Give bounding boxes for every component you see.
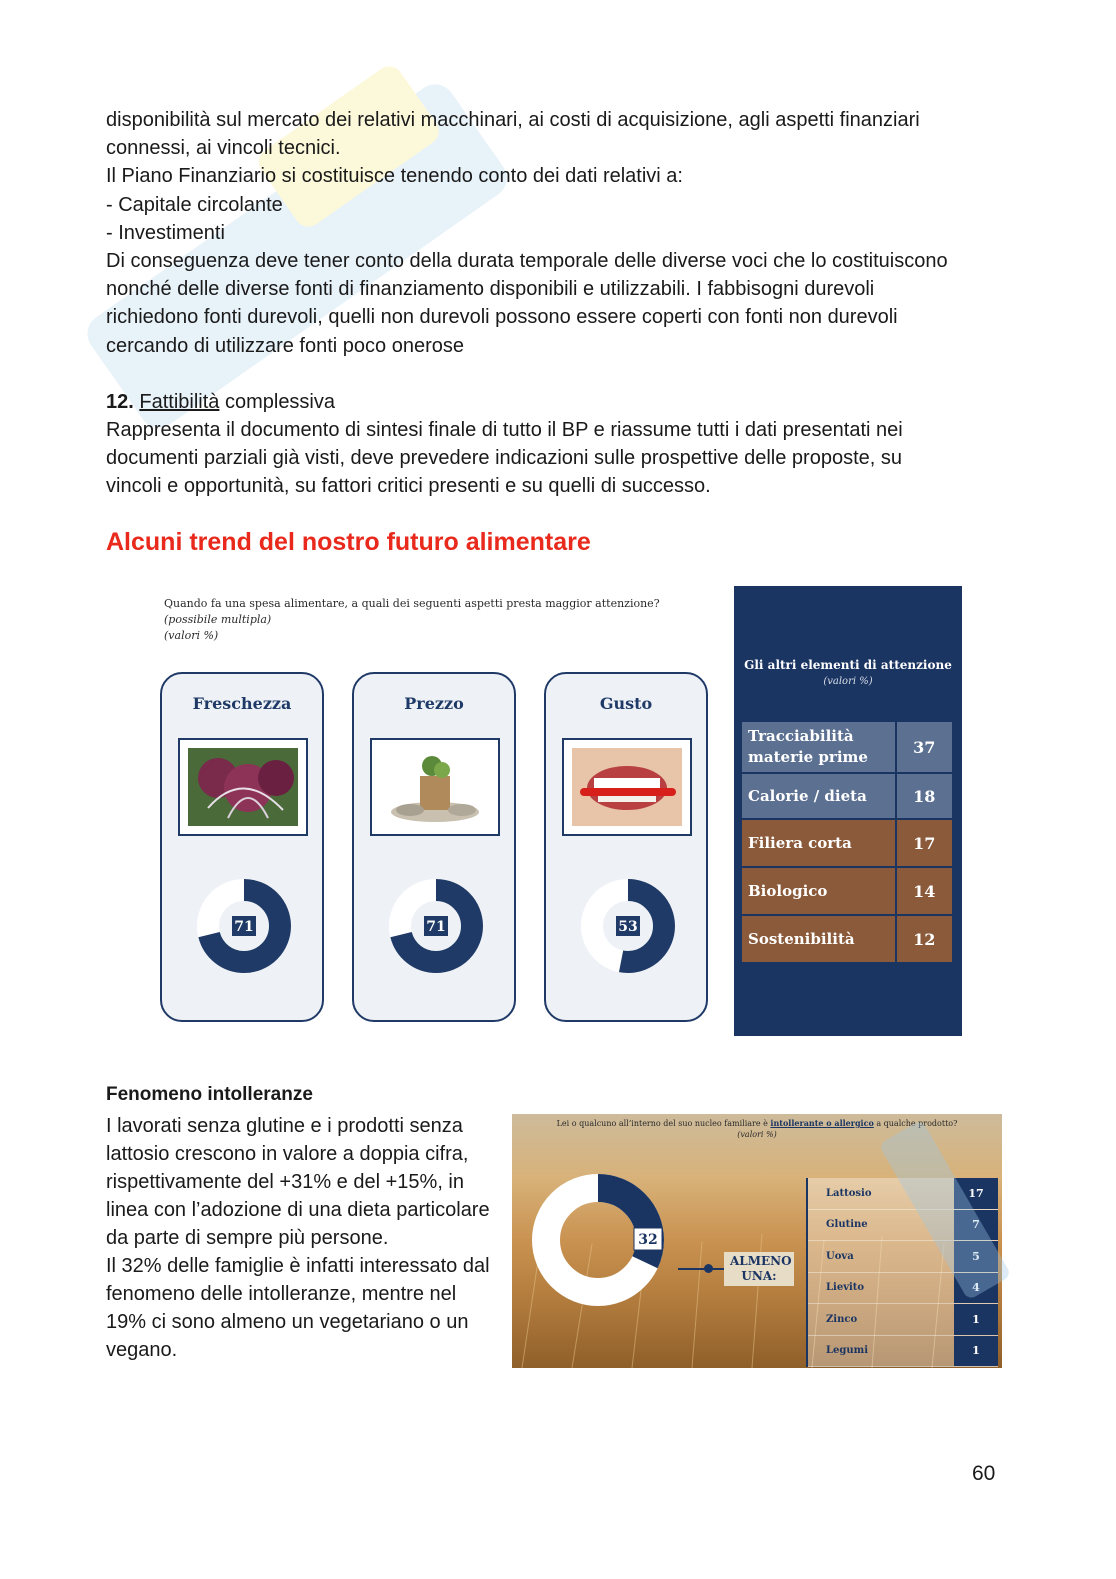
- radicchio-icon: [188, 748, 298, 826]
- almeno-label: ALMENO UNA:: [724, 1252, 794, 1286]
- panel-subtitle: (valori %): [823, 676, 873, 687]
- chart-units: (valori %): [737, 1130, 777, 1139]
- row-value: 17: [895, 820, 952, 866]
- row-label: Tracciabilità materie prime: [742, 722, 895, 772]
- table-row: [808, 1210, 998, 1242]
- question-units: (valori %): [164, 629, 219, 642]
- body-line: Rappresenta il documento di sintesi finale di tutto il BP e riassume tutti i dati presentati nei: [106, 419, 903, 442]
- body-line: disponibilità sul mercato dei relativi macchinari, ai costi di acquisizione, agli aspetti finanziari: [106, 109, 920, 131]
- row-value: 37: [895, 722, 952, 772]
- table-row: [808, 1273, 998, 1305]
- intolerance-text: [106, 1112, 498, 1364]
- body-line: Di conseguenza deve tener conto della durata temporale delle diverse voci che lo costituiscono: [106, 250, 948, 273]
- body-line: richiedono fonti durevoli, quelli non durevoli possono essere coperti con fonti non durevoli: [106, 306, 898, 329]
- donut-chart-gusto: [580, 878, 676, 974]
- section-12-number: 12.: [106, 390, 134, 413]
- card-prezzo: [352, 672, 516, 1022]
- intolerance-heading: Fenomeno intolleranze: [106, 1084, 313, 1105]
- row-value: 1: [954, 1336, 998, 1367]
- table-row: [808, 1241, 998, 1273]
- row-label: Calorie / dieta: [742, 774, 895, 818]
- connector-dot: [704, 1264, 713, 1273]
- attention-table: [742, 722, 952, 962]
- radicchio-photo: [178, 738, 308, 836]
- body-line: nonché delle diverse fonti di finanziamento disponibili e utilizzabili. I fabbisogni durevoli: [106, 278, 875, 301]
- donut-value: 71: [426, 919, 446, 935]
- row-value: 4: [954, 1273, 998, 1304]
- donut-value: 32: [638, 1232, 658, 1248]
- table-row: [742, 868, 952, 916]
- card-title: Gusto: [599, 694, 653, 713]
- intolerance-table: [806, 1178, 998, 1367]
- table-row: [742, 722, 952, 774]
- money-bag-icon: [380, 748, 490, 826]
- card-title: Prezzo: [404, 694, 464, 713]
- row-label: Biologico: [742, 868, 895, 914]
- other-attention-panel: [734, 586, 962, 1036]
- row-value: 18: [895, 774, 952, 818]
- table-row: [742, 916, 952, 962]
- body-line: - Investimenti: [106, 221, 225, 244]
- attention-infographic: [150, 586, 962, 1036]
- row-label: Lievito: [808, 1273, 954, 1304]
- row-value: 12: [895, 916, 952, 962]
- chart-question-pre: Lei o qualcuno all’interno del suo nucleo familiare è: [556, 1119, 771, 1128]
- row-label: Uova: [808, 1241, 954, 1272]
- row-label: Sostenibilità: [742, 916, 895, 962]
- row-value: 1: [954, 1304, 998, 1335]
- money-photo: [370, 738, 500, 836]
- table-row: [808, 1178, 998, 1210]
- intolerance-paragraph: I lavorati senza glutine e i prodotti senza lattosio crescono in valore a doppia cifra, rispettivamente del +31% e del +15%, in linea con l’adozione di una dieta particolare da parte di sempre più persone.: [106, 1115, 490, 1249]
- panel-title: Gli altri elementi di attenzione: [744, 658, 952, 672]
- body-line: vincoli e opportunità, su fattori critici presenti e su quelli di successo.: [106, 475, 711, 498]
- card-freschezza: [160, 672, 324, 1022]
- body-line: cercando di utilizzare fonti poco onerose: [106, 334, 464, 357]
- chart-question: [512, 1118, 1002, 1140]
- chili-smile-photo: [562, 738, 692, 836]
- intolerance-paragraph: Il 32% delle famiglie è infatti interessato dal fenomeno delle intolleranze, mentre nel 19% ci sono almeno un vegetariano o un vegano.: [106, 1255, 490, 1361]
- row-label: Zinco: [808, 1304, 954, 1335]
- intolerance-infographic: [512, 1114, 1002, 1368]
- body-line: Il Piano Finanziario si costituisce tenendo conto dei dati relativi a:: [106, 165, 683, 188]
- row-value: 14: [895, 868, 952, 914]
- connector-line: [678, 1268, 726, 1270]
- body-text: [106, 106, 1026, 501]
- table-row: [742, 774, 952, 820]
- question-text: Quando fa una spesa alimentare, a quali dei seguenti aspetti presta maggior attenzione?: [164, 597, 660, 610]
- page-number: 60: [972, 1462, 996, 1485]
- question-note: (possibile multipla): [164, 613, 272, 626]
- section-12-rest: complessiva: [219, 390, 336, 413]
- section-12-link[interactable]: Fattibilità: [139, 390, 220, 413]
- section-title: Alcuni trend del nostro futuro alimentare: [106, 528, 591, 556]
- body-line: - Capitale circolante: [106, 193, 283, 216]
- donut-chart-freschezza: [196, 878, 292, 974]
- intolerance-donut-chart: [530, 1172, 666, 1308]
- card-title: Freschezza: [192, 694, 292, 713]
- row-value: 17: [954, 1178, 998, 1209]
- row-label: Legumi: [808, 1336, 954, 1367]
- section-12-heading: [106, 388, 1026, 416]
- row-label: Lattosio: [808, 1178, 954, 1209]
- donut-chart-prezzo: [388, 878, 484, 974]
- row-value: 7: [954, 1210, 998, 1241]
- table-row: [808, 1304, 998, 1336]
- body-line: connessi, ai vincoli tecnici.: [106, 137, 341, 160]
- body-line: documenti parziali già visti, deve prevedere indicazioni sulle prospettive delle proposte, su: [106, 447, 902, 470]
- table-row: [808, 1336, 998, 1368]
- chart-question-post: a qualche prodotto?: [873, 1119, 958, 1128]
- row-value: 5: [954, 1241, 998, 1272]
- chili-mouth-icon: [572, 748, 682, 826]
- donut-value: 53: [618, 919, 638, 935]
- row-label: Glutine: [808, 1210, 954, 1241]
- donut-value: 71: [234, 919, 254, 935]
- table-row: [742, 820, 952, 868]
- infographic-question: [164, 596, 704, 644]
- card-gusto: [544, 672, 708, 1022]
- row-label: Filiera corta: [742, 820, 895, 866]
- chart-question-link: intollerante o allergico: [770, 1118, 874, 1128]
